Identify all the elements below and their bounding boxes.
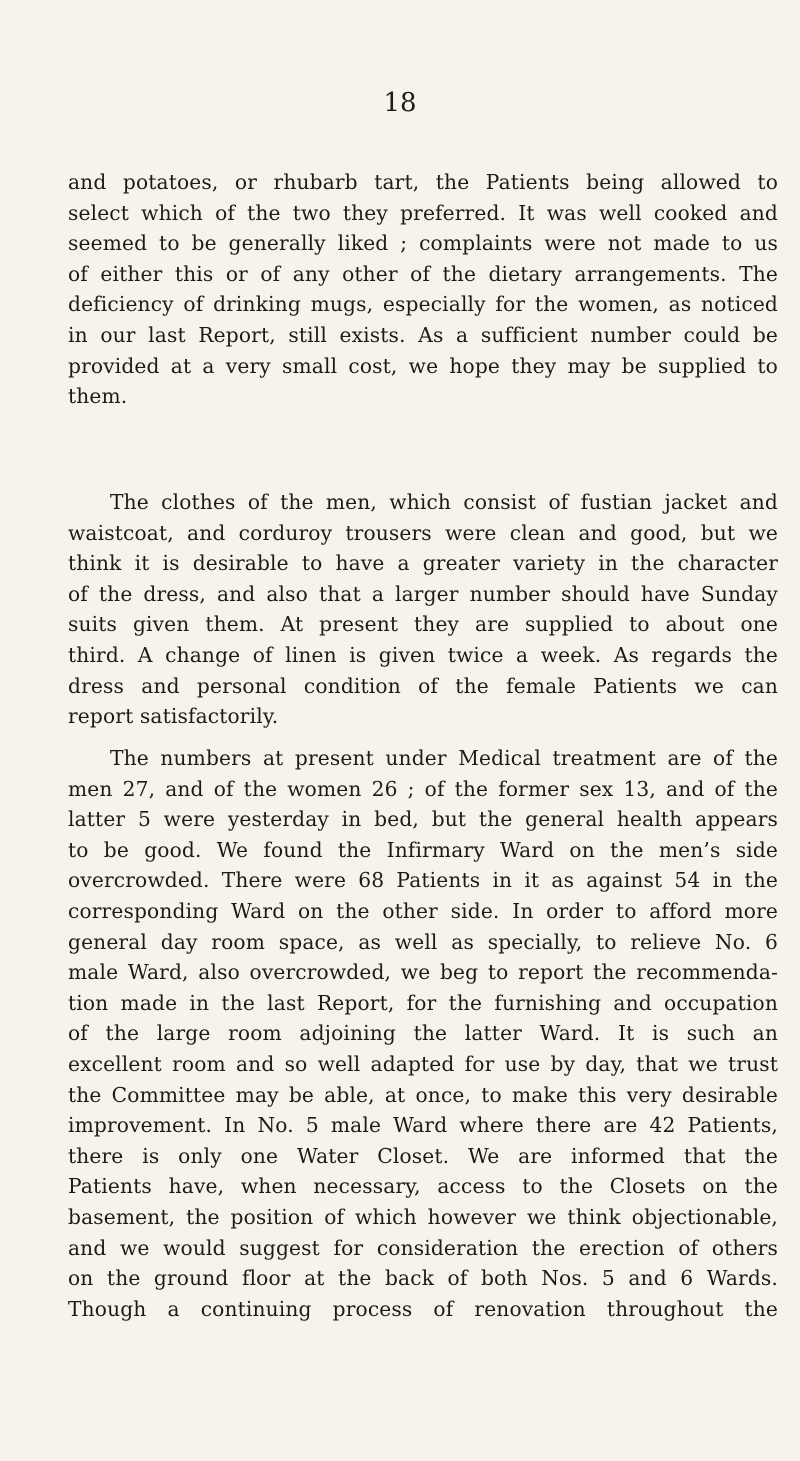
text-line: general day room space, as well as specially, to relieve No. 6 — [68, 929, 778, 954]
text-line: of the dress, and also that a larger number should have Sunday — [68, 581, 778, 606]
text-line: deficiency of drinking mugs, especially for the women, as noticed — [68, 292, 778, 317]
text-line: think it is desirable to have a greater variety in the character — [68, 551, 778, 576]
text-line: to be good. We found the Infirmary Ward on the men’s side — [68, 837, 778, 862]
paragraph-medical — [68, 743, 778, 1324]
text-line: suits given them. At present they are supplied to about one — [68, 612, 778, 637]
paragraph-clothing — [68, 487, 778, 732]
text-line: of either this or of any other of the dietary arrangements. The — [68, 261, 778, 286]
text-line: waistcoat, and corduroy trousers were clean and good, but we — [68, 520, 778, 545]
text-line: third. A change of linen is given twice a week. As regards the — [68, 642, 778, 667]
text-line: basement, the position of which however we think objectionable, — [68, 1204, 778, 1229]
text-line: overcrowded. There were 68 Patients in it as against 54 in the — [68, 868, 778, 893]
text-line: seemed to be generally liked ; complaints were not made to us — [68, 231, 778, 256]
text-line: there is only one Water Closet. We are informed that the — [68, 1143, 778, 1168]
text-line: and we would suggest for consideration the erection of others — [68, 1235, 778, 1260]
paragraph-diet — [68, 167, 778, 412]
text-line: men 27, and of the women 26 ; of the former sex 13, and of the — [68, 776, 778, 801]
text-line: Patients have, when necessary, access to the Closets on the — [68, 1174, 778, 1199]
text-line: latter 5 were yesterday in bed, but the general health appears — [68, 807, 778, 832]
text-line: The numbers at present under Medical treatment are of the — [110, 746, 778, 770]
text-line: report satisfactorily. — [68, 704, 279, 729]
text-line: provided at a very small cost, we hope they may be supplied to — [68, 353, 778, 378]
text-line: improvement. In No. 5 male Ward where there are 42 Patients, — [68, 1113, 778, 1138]
text-line: in our last Report, still exists. As a sufficient number could be — [68, 322, 778, 347]
text-line: Though a continuing process of renovation throughout the — [68, 1296, 778, 1321]
text-line: of the large room adjoining the latter Ward. It is such an — [68, 1021, 778, 1046]
text-line: the Committee may be able, at once, to make this very desirable — [68, 1082, 778, 1107]
text-line: dress and personal condition of the female Patients we can — [68, 673, 778, 698]
text-line: select which of the two they preferred. It was well cooked and — [68, 200, 778, 225]
page-number: 18 — [383, 88, 417, 118]
text-line: male Ward, also overcrowded, we beg to report the recommenda- — [68, 960, 778, 985]
text-line: The clothes of the men, which consist of fustian jacket and — [110, 490, 778, 514]
text-line: tion made in the last Report, for the furnishing and occupation — [68, 990, 778, 1015]
text-line: on the ground floor at the back of both Nos. 5 and 6 Wards. — [68, 1266, 778, 1291]
text-line: and potatoes, or rhubarb tart, the Patients being allowed to — [68, 170, 778, 194]
text-line: excellent room and so well adapted for use by day, that we trust — [68, 1051, 778, 1076]
text-line: them. — [68, 384, 128, 409]
text-line: corresponding Ward on the other side. In order to afford more — [68, 898, 778, 923]
